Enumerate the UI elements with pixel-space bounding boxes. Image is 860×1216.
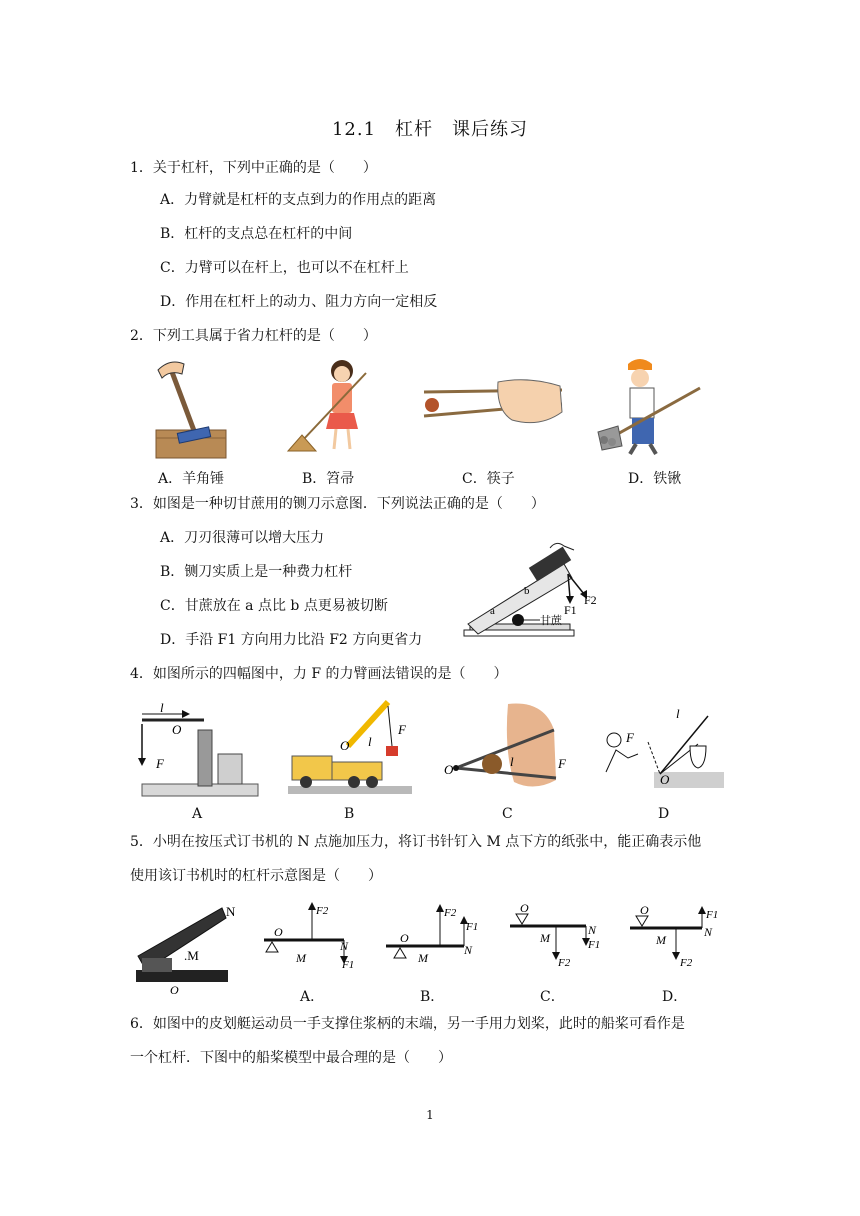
- svg-text:F2: F2: [558, 957, 571, 969]
- q3-option-b: B．铡刀实质上是一种费力杠杆: [160, 564, 353, 580]
- shovel-figure: [590, 354, 706, 458]
- crane-label-l: l: [368, 734, 372, 749]
- svg-text:M: M: [540, 931, 550, 945]
- question-3-stem: 3．如图是一种切甘蔗用的铡刀示意图．下列说法正确的是（ ）: [130, 496, 545, 512]
- svg-text:N: N: [464, 943, 473, 957]
- svg-text:O: O: [400, 931, 409, 945]
- stapler-label-o: O: [170, 983, 179, 997]
- svg-text:M: M: [656, 933, 666, 947]
- question-6-stem-line-1: 6．如图中的皮划艇运动员一手支撑住浆柄的末端，另一手用力划桨，此时的船桨可看作是: [130, 1016, 685, 1032]
- q1-option-b: B．杠杆的支点总在杠杆的中间: [160, 226, 353, 242]
- q5-caption-a: A．: [300, 989, 325, 1005]
- label-sugarcane: 甘蔗: [540, 615, 562, 627]
- label-f1: F1: [564, 603, 577, 617]
- question-4-stem: 4．如图所示的四幅图中，力 F 的力臂画法错误的是（ ）: [130, 666, 508, 682]
- q3-option-a: A．刀刃很薄可以增大压力: [160, 530, 325, 546]
- q1-option-a: A．力臂就是杠杆的支点到力的作用点的距离: [160, 192, 437, 208]
- lever-diagram-d: [626, 904, 726, 976]
- svg-text:F1: F1: [466, 921, 479, 933]
- q2-caption-a: A．羊角锤: [158, 471, 225, 487]
- q2-caption-b: B．笤帚: [302, 471, 355, 487]
- question-6-stem-line-2: 一个杠杆．下图中的船桨模型中最合理的是（ ）: [130, 1050, 452, 1066]
- bridge-label-l: l: [676, 706, 680, 721]
- claw-hammer-figure: [152, 352, 230, 460]
- question-5-stem-line-2: 使用该订书机时的杠杆示意图是（ ）: [130, 868, 382, 884]
- lever-diagram-a: [262, 900, 362, 972]
- water-pump-figure: [132, 700, 262, 800]
- svg-text:F1: F1: [706, 909, 719, 921]
- q3-option-d: D．手沿 F1 方向用力比沿 F2 方向更省力: [160, 632, 423, 648]
- bridge-label-f: F: [626, 730, 634, 745]
- svg-text:F2: F2: [444, 907, 457, 919]
- q1-option-c: C．力臂可以在杆上，也可以不在杠杆上: [160, 260, 409, 276]
- q4-caption-a: A: [192, 806, 203, 822]
- svg-text:F1: F1: [588, 939, 601, 951]
- svg-text:M: M: [296, 951, 306, 965]
- stapler-label-m: .M: [184, 948, 199, 963]
- svg-text:N: N: [588, 923, 597, 937]
- pump-label-o: O: [172, 722, 182, 737]
- question-5-stem-line-1: 5．小明在按压式订书机的 N 点施加压力，将订书针钉入 M 点下方的纸张中，能正确表示他: [130, 834, 702, 850]
- svg-text:M: M: [418, 951, 428, 965]
- svg-text:O: O: [520, 904, 529, 915]
- label-a: a: [490, 605, 495, 617]
- label-f2: F2: [584, 593, 597, 607]
- broom-figure: [282, 355, 378, 455]
- svg-text:N: N: [704, 925, 713, 939]
- pump-label-f: F: [156, 756, 164, 771]
- q4-caption-b: B: [344, 806, 355, 822]
- chopsticks-figure: [420, 372, 566, 432]
- q5-caption-d: D．: [662, 989, 688, 1005]
- q2-caption-c: C．筷子: [462, 471, 515, 487]
- drawbridge-figure: [598, 702, 726, 798]
- q5-caption-c: C．: [540, 989, 565, 1005]
- q2-caption-d: D．铁锹: [628, 471, 682, 487]
- pump-label-l: l: [160, 700, 164, 715]
- lever-diagram-c: [506, 904, 606, 976]
- svg-text:N: N: [340, 939, 349, 953]
- lever-diagram-b: [384, 900, 484, 972]
- q5-caption-b: B．: [420, 989, 445, 1005]
- question-1-stem: 1．关于杠杆，下列中正确的是（ ）: [130, 160, 377, 176]
- nut-label-l: l: [510, 754, 514, 769]
- svg-text:O: O: [274, 925, 283, 939]
- q4-caption-c: C: [502, 806, 513, 822]
- nutcracker-figure: [444, 700, 574, 800]
- q4-caption-d: D: [658, 806, 670, 822]
- bridge-label-o: O: [660, 772, 670, 787]
- q1-option-d: D．作用在杠杆上的动力、阻力方向一定相反: [160, 294, 438, 310]
- label-b: b: [524, 585, 530, 597]
- svg-text:F2: F2: [316, 905, 329, 917]
- page-title: 12.1 杠杆 课后练习: [331, 119, 529, 140]
- crane-label-f: F: [398, 722, 406, 737]
- crane-figure: [288, 698, 414, 798]
- svg-text:O: O: [640, 904, 649, 917]
- sugarcane-cutter-figure: [460, 538, 610, 650]
- stapler-label-n: N: [226, 904, 236, 919]
- svg-text:F1: F1: [342, 959, 355, 971]
- q3-option-c: C．甘蔗放在 a 点比 b 点更易被切断: [160, 598, 388, 614]
- svg-text:F2: F2: [680, 957, 693, 969]
- nut-label-f: F: [558, 756, 566, 771]
- crane-label-o: O: [340, 738, 350, 753]
- stapler-figure: [130, 900, 240, 998]
- nut-label-o: O: [444, 762, 454, 777]
- question-2-stem: 2．下列工具属于省力杠杆的是（ ）: [130, 328, 377, 344]
- page-number: 1: [426, 1108, 434, 1122]
